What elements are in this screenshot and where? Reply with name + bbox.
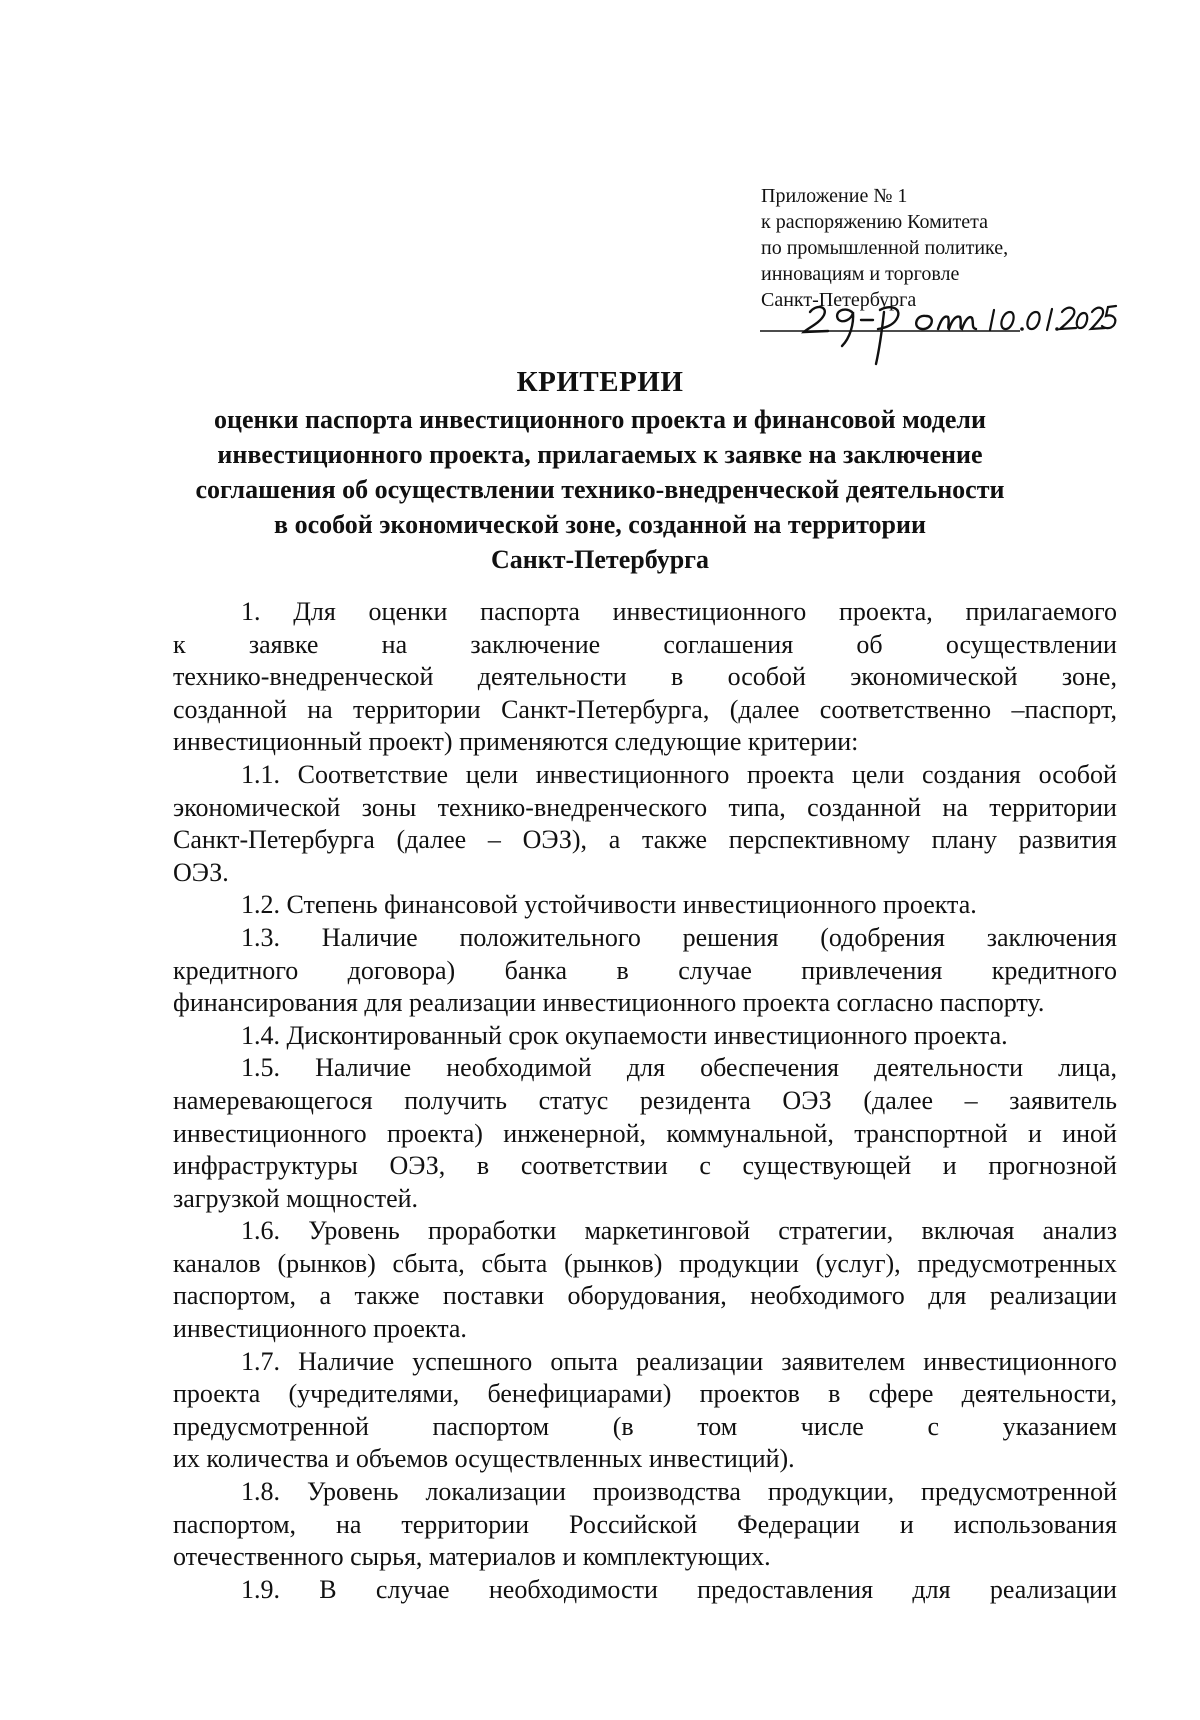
word: том — [697, 1411, 738, 1441]
word: деятельности, — [961, 1379, 1117, 1409]
word: деятельности — [477, 662, 627, 692]
paragraph-line: инвестиционного проекта. — [173, 1314, 467, 1344]
title-subtitle — [150, 402, 1050, 577]
appendix-block — [761, 183, 1121, 313]
document-body — [173, 596, 1117, 1606]
word: предусмотренной — [921, 1477, 1117, 1507]
word: проекта, — [838, 597, 933, 626]
word: случае — [375, 1574, 450, 1604]
word: также — [642, 825, 708, 855]
word: созданной — [807, 792, 922, 822]
word: развития — [1018, 825, 1117, 855]
word: статус — [538, 1085, 609, 1115]
word: существующей — [742, 1151, 912, 1181]
word: соответствии — [520, 1151, 668, 1181]
paragraph-line — [173, 1574, 1117, 1607]
word: инвестиционного — [173, 1118, 367, 1148]
document-title — [150, 362, 1050, 577]
paragraph-line — [173, 1476, 1117, 1509]
word: – — [487, 825, 501, 855]
word: договора) — [347, 955, 456, 985]
word: (одобрения — [820, 922, 945, 952]
paragraph-line: 1.4. Дисконтированный срок окупаемости инвестиционного проекта. — [241, 1020, 1008, 1050]
word: плану — [931, 825, 997, 855]
word: привлечения — [801, 955, 943, 985]
word: цели — [465, 759, 519, 789]
signature-drawing — [758, 298, 1118, 368]
word: на — [942, 792, 968, 822]
word: 1.7. — [241, 1346, 280, 1376]
word: для — [928, 1281, 967, 1311]
word: осуществлении — [945, 629, 1117, 659]
word: заключение — [470, 629, 601, 659]
word: каналов — [173, 1248, 261, 1278]
word: инвестиционного — [923, 1346, 1117, 1376]
word: Федерации — [737, 1509, 860, 1539]
word: проекта — [173, 1379, 261, 1409]
word: соглашения — [663, 629, 794, 659]
paragraph-line — [173, 955, 1117, 988]
word: (далее — [396, 825, 467, 855]
appendix-line: Санкт-Петербурга — [761, 289, 917, 311]
word: (услуг), — [815, 1248, 901, 1278]
word: и — [1027, 1118, 1042, 1148]
paragraph-line — [173, 1085, 1117, 1118]
word: кредитного — [173, 955, 299, 985]
word: необходимого — [750, 1281, 905, 1311]
word: использования — [953, 1509, 1117, 1539]
word: заявителем — [781, 1346, 906, 1376]
word: 1.9. — [241, 1574, 280, 1604]
word: и — [899, 1509, 914, 1539]
word: включая — [921, 1216, 1015, 1246]
word: случае — [678, 955, 752, 985]
paragraph-line — [173, 1509, 1117, 1542]
word: в — [476, 1151, 490, 1181]
paragraph-line: 1.2. Степень финансовой устойчивости инвестиционного проекта. — [241, 890, 977, 920]
word: Уровень — [306, 1477, 399, 1507]
word: указанием — [1002, 1411, 1117, 1441]
word: для — [912, 1574, 951, 1604]
word: на — [335, 1509, 362, 1539]
word: реализации — [989, 1574, 1117, 1604]
word: к — [173, 629, 186, 659]
paragraph-line — [173, 1150, 1117, 1183]
word: резидента — [639, 1085, 751, 1115]
word: Санкт-Петербурга — [173, 825, 375, 855]
word: 1.3. — [241, 922, 280, 952]
word: Соответствие — [297, 759, 449, 789]
paragraph-line — [173, 1378, 1117, 1411]
subtitle-line: соглашения об осуществлении технико-внедренческой деятельности — [195, 475, 1005, 504]
word: коммунальной, — [666, 1118, 834, 1148]
word: оценки — [368, 597, 448, 626]
handwritten-signature — [758, 298, 1118, 368]
word: (рынков) — [564, 1248, 663, 1278]
word: особой — [1038, 759, 1117, 789]
word: технико-внедренческого — [437, 792, 708, 822]
word: паспортом — [432, 1411, 550, 1441]
word: оборудования, — [567, 1281, 727, 1311]
paragraph-line — [173, 759, 1117, 792]
paragraph-line — [173, 1411, 1117, 1444]
word: продукции, — [767, 1477, 895, 1507]
word: инженерной, — [503, 1118, 646, 1148]
word: решения — [682, 922, 779, 952]
word: создания — [921, 759, 1021, 789]
paragraph-line: финансирования для реализации инвестиционного проекта согласно паспорту. — [173, 988, 1045, 1018]
word: в — [616, 955, 629, 985]
word: 1.8. — [241, 1477, 280, 1507]
word: технико-внедренческой — [173, 662, 434, 692]
paragraph-line — [173, 1248, 1117, 1281]
word: проектов — [699, 1379, 800, 1409]
word: паспортом, — [173, 1509, 297, 1539]
paragraph-line: отечественного сырья, материалов и комплектующих. — [173, 1542, 771, 1572]
word: ОЭЗ), — [522, 825, 588, 855]
word: паспорта — [480, 597, 580, 626]
paragraph-line — [173, 661, 1117, 694]
appendix-line: инновациям и торговле — [761, 263, 960, 285]
word: маркетинговой — [584, 1216, 751, 1246]
word: с — [927, 1411, 939, 1441]
word: анализ — [1042, 1216, 1117, 1246]
word: Уровень — [308, 1216, 400, 1246]
word: в — [670, 662, 684, 692]
appendix-line: Приложение № 1 — [761, 185, 908, 207]
word: экономической — [850, 662, 1018, 692]
word: Российской — [569, 1509, 698, 1539]
word: соответственно — [819, 694, 992, 724]
word: Для — [293, 597, 336, 626]
word: 1.1. — [241, 759, 280, 789]
paragraph-line — [173, 792, 1117, 825]
title-main: КРИТЕРИИ — [516, 366, 684, 398]
subtitle-line: в особой экономической зоне, созданной на территории — [274, 510, 926, 539]
word: реализации — [636, 1346, 764, 1376]
word: получить — [404, 1085, 507, 1115]
word: транспортной — [854, 1118, 1008, 1148]
word: сбыта, — [392, 1248, 465, 1278]
word: заключения — [986, 922, 1117, 952]
word: а — [319, 1281, 332, 1311]
word: (рынков) — [277, 1248, 376, 1278]
word: – — [964, 1085, 978, 1115]
word: паспортом, — [173, 1281, 297, 1311]
word: локализации — [425, 1477, 566, 1507]
paragraph-line — [173, 694, 1117, 727]
word: деятельности — [874, 1053, 1023, 1083]
word: 1. — [241, 597, 261, 626]
word: инвестиционного — [612, 597, 807, 626]
word: кредитного — [991, 955, 1117, 985]
word: зоне, — [1061, 662, 1117, 692]
word: обеспечения — [700, 1053, 839, 1083]
word: лица, — [1058, 1053, 1117, 1083]
word: В — [319, 1574, 337, 1604]
word: прогнозной — [988, 1151, 1117, 1181]
word: производства — [592, 1477, 741, 1507]
paragraph-line — [173, 1118, 1117, 1151]
word: намеревающегося — [173, 1085, 373, 1115]
word: числе — [800, 1411, 864, 1441]
paragraph-line — [173, 1215, 1117, 1248]
word: стратегии, — [778, 1216, 894, 1246]
word: сфере — [868, 1379, 934, 1409]
word: положительного — [459, 922, 641, 952]
word: для — [626, 1053, 666, 1083]
word: успешного — [412, 1346, 533, 1376]
word: необходимой — [446, 1053, 592, 1083]
word: проекта) — [386, 1118, 483, 1148]
word: территории — [989, 792, 1117, 822]
paragraph-line: инвестиционный проект) применяются следующие критерии: — [173, 727, 859, 757]
appendix-line: к распоряжению Комитета — [761, 211, 988, 233]
word: опыта — [550, 1346, 618, 1376]
word: (в — [612, 1411, 634, 1441]
subtitle-line: Санкт-Петербурга — [491, 545, 709, 574]
word: типа, — [728, 792, 786, 822]
word: продукции — [679, 1248, 799, 1278]
word: в — [828, 1379, 841, 1409]
word: заявке — [248, 629, 319, 659]
word: реализации — [989, 1281, 1117, 1311]
word: сбыта — [481, 1248, 548, 1278]
word: об — [856, 629, 883, 659]
appendix-line: по промышленной политике, — [761, 237, 1009, 259]
paragraph-line — [173, 1280, 1117, 1313]
word: проекта — [747, 759, 835, 789]
word: на — [307, 694, 333, 724]
paragraph-line — [173, 1346, 1117, 1379]
word: банка — [504, 955, 568, 985]
word: экономической — [173, 792, 341, 822]
word: с — [699, 1151, 711, 1181]
word: (далее — [729, 694, 800, 724]
word: (далее — [863, 1085, 934, 1115]
word: 1.6. — [241, 1216, 280, 1246]
subtitle-line: инвестиционного проекта, прилагаемых к заявке на заключение — [217, 440, 983, 469]
word: необходимости — [488, 1574, 658, 1604]
word: территории — [353, 694, 481, 724]
word: цели — [851, 759, 905, 789]
paragraph-line — [173, 824, 1117, 857]
word: предоставления — [697, 1574, 874, 1604]
word: –паспорт, — [1011, 694, 1117, 724]
paragraph-line — [173, 1052, 1117, 1085]
paragraph-line: их количества и объемов осуществленных инвестиций). — [173, 1444, 795, 1474]
word: перспективному — [728, 825, 910, 855]
word: заявитель — [1009, 1085, 1117, 1115]
word: зоны — [361, 792, 417, 822]
paragraph-line: загрузкой мощностей. — [173, 1183, 419, 1213]
paragraph-line — [173, 596, 1117, 629]
word: поставки — [442, 1281, 545, 1311]
word: также — [354, 1281, 420, 1311]
word: проработки — [428, 1216, 557, 1246]
word: Наличие — [315, 1053, 412, 1083]
subtitle-line: оценки паспорта инвестиционного проекта и финансовой модели — [214, 405, 986, 434]
word: инвестиционного — [535, 759, 730, 789]
paragraph-line — [173, 629, 1117, 662]
paragraph-line: ОЭЗ. — [173, 857, 229, 887]
paragraph-line — [173, 922, 1117, 955]
word: Санкт-Петербурга, — [501, 694, 710, 724]
word: 1.5. — [241, 1053, 280, 1083]
word: инфраструктуры — [173, 1151, 358, 1181]
word: предусмотренной — [173, 1411, 369, 1441]
word: а — [608, 825, 621, 855]
word: бенефициарами) — [487, 1379, 672, 1409]
word: особой — [727, 662, 806, 692]
word: территории — [401, 1509, 530, 1539]
word: и — [942, 1151, 957, 1181]
word: на — [381, 629, 408, 659]
word: (учредителями, — [288, 1379, 460, 1409]
word: Наличие — [321, 922, 418, 952]
word: ОЭЗ — [782, 1085, 832, 1115]
word: иной — [1062, 1118, 1117, 1148]
word: прилагаемого — [965, 597, 1117, 626]
word: созданной — [173, 694, 287, 724]
word: Наличие — [298, 1346, 395, 1376]
word: предусмотренных — [917, 1248, 1117, 1278]
word: ОЭЗ, — [389, 1151, 446, 1181]
